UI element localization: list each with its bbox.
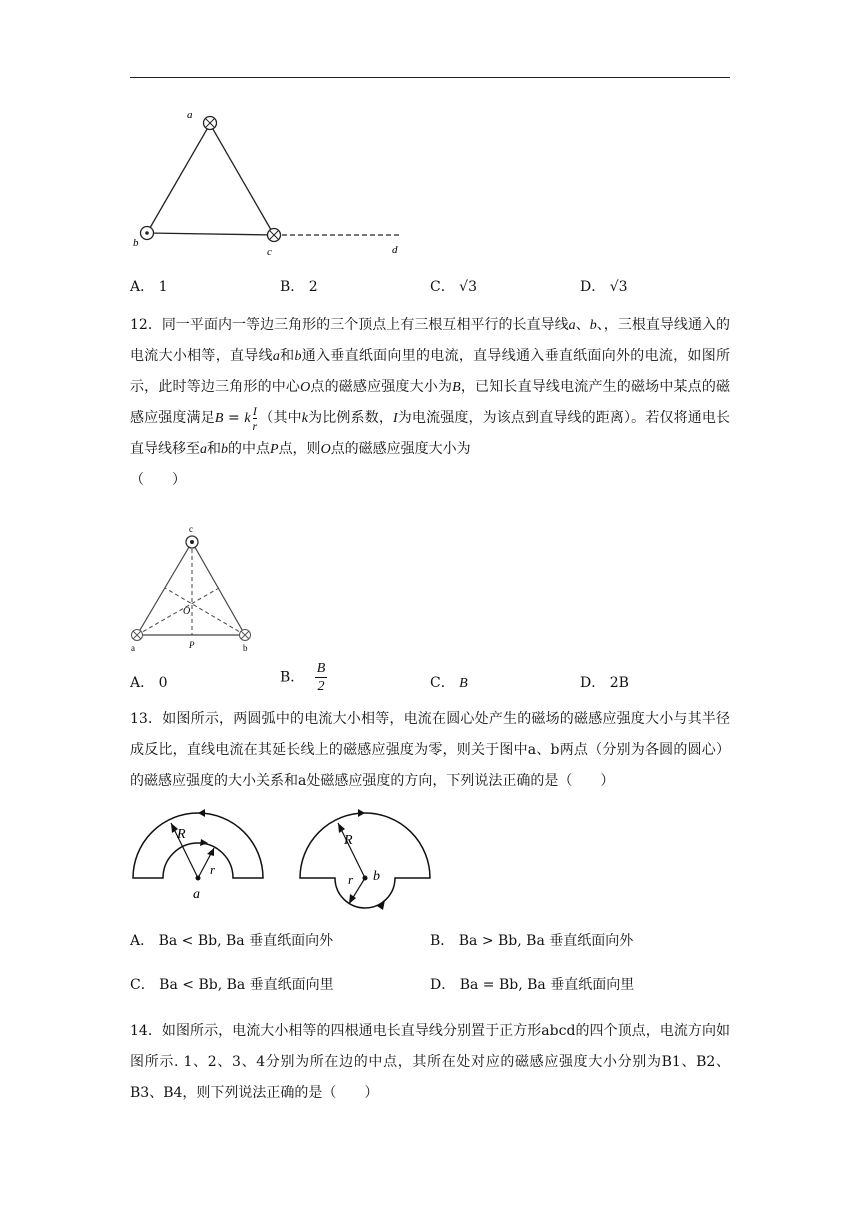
label-o: O [183,606,191,617]
q13-option-a[interactable]: A． Ba < Bb, Ba 垂直纸面向外 [130,933,334,949]
label-c: c [267,246,272,258]
label-R: R [177,827,186,842]
label-R: R [344,833,353,848]
label-d: d [392,244,398,256]
q12-text: 12．同一平面内一等边三角形的三个顶点上有三根互相平行的长直导线a、b、，三根直导线通入的电流大小相等，直导线a和b通入垂直纸面向里的电流，直导线通入垂直纸面向外的电流，如图所示，此时等边三角形的中心O点的磁感应强度大小为B，已知长直导线电流产生的磁场中某点的磁感应强度满足B = k $\frac{I}{r}$ （其中k为比例系数，I为电流强度，为该点到直导线的距离）。若仅将通电长直导线移至a和b的中点P点，则O点的磁感应强度大小为 （ ） [130,317,731,488]
q13-text: 13．如图所示，两圆弧中的电流大小相等，电流在圆心处产生的磁场的磁感应强度大小与其半径成反比，直线电流在其延长线上的磁感应强度为零，则关于图中a、b两点（分别为各圆的圆心）的磁感应强度的大小关系和a处磁感应强度的方向，下列说法正确的是（ ） [130,711,730,789]
label-b: b [133,237,139,249]
q12-figure [125,524,265,654]
q11-option-b[interactable]: B． 2 [280,279,318,295]
q13-option-c[interactable]: C． Ba < Bb, Ba 垂直纸面向里 [130,977,334,993]
label-r: r [348,872,354,887]
wire-c-into-page-icon [268,229,281,242]
q12-option-a[interactable]: A． 0 [130,675,168,691]
q11-option-a[interactable]: A． 1 [130,279,168,295]
label-p: P [189,640,195,650]
q12-option-c[interactable]: C． B [430,675,468,691]
label-r: r [210,862,216,877]
label-c: c [189,524,193,534]
wire-a-into-page-icon [204,117,217,130]
label-b: b [373,869,380,884]
q12-option-d[interactable]: D． 2B [580,675,629,691]
wire-b-into-page-icon [240,630,251,641]
q13-option-d[interactable]: D． Ba = Bb, Ba 垂直纸面向里 [430,977,635,993]
label-a: a [187,109,193,121]
label-a: a [193,887,200,902]
q13-figure [125,808,445,916]
wire-c-out-of-page-icon [186,536,198,548]
q13-option-b[interactable]: B． Ba > Bb, Ba 垂直纸面向外 [430,933,634,949]
q11-option-c[interactable]: C． √3 [430,279,477,295]
q14-text: 14．如图所示，电流大小相等的四根通电长直导线分别置于正方形abcd的四个顶点，电流方向如图所示. 1、2、3、4分别为所在边的中点，其所在处对应的磁感应强度大小分别为B1、B2、B3、B4，则下列说法正确的是（ ） [130,1023,730,1101]
q12-option-b[interactable]: B． $\frac{B}{2}$ [280,661,326,694]
label-a: a [131,643,135,653]
q11-option-d[interactable]: D． √3 [580,279,628,295]
header-rule [130,77,730,78]
label-b: b [243,643,248,653]
q11-figure [125,108,415,268]
wire-a-into-page-icon [132,630,143,641]
wire-b-out-of-page-icon [141,227,154,240]
